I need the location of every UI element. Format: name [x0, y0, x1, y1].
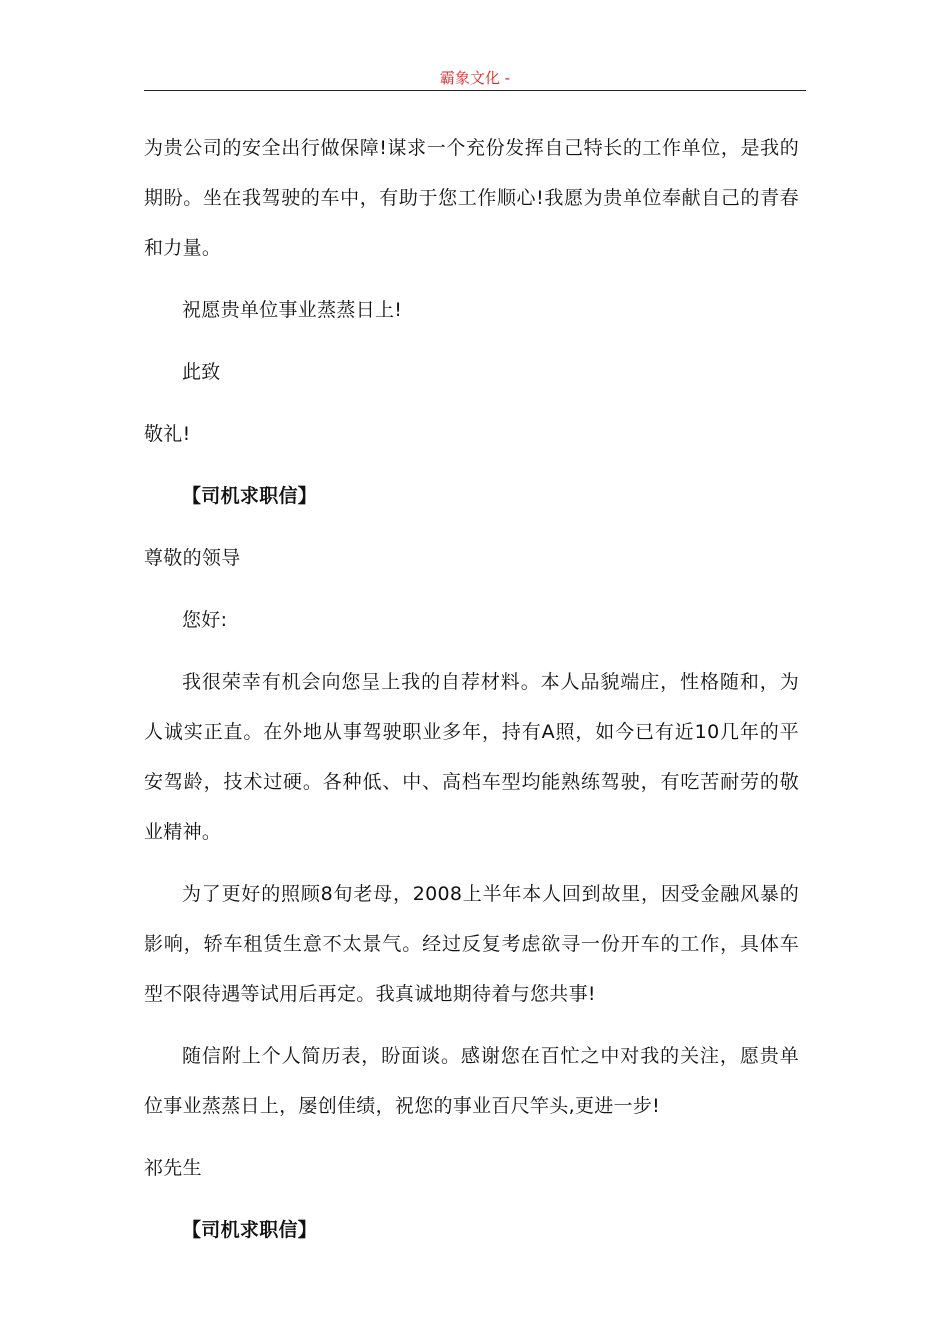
paragraph-closing: 随信附上个人简历表，盼面谈。感谢您在百忙之中对我的关注，愿贵单位事业蒸蒸日上，屡创佳绩，祝您的事业百尺竿头,更进一步! [144, 1045, 799, 1117]
section-heading: 【司机求职信】 [182, 485, 318, 507]
letter-greeting: 您好: [182, 609, 228, 631]
page-header-title: 霸象文化 - [439, 69, 511, 87]
paragraph-wish: 祝愿贵单位事业蒸蒸日上! [182, 299, 403, 321]
paragraph-self-intro: 我很荣幸有机会向您呈上我的自荐材料。本人品貌端庄，性格随和，为人诚实正直。在外地从事驾驶职业多年，持有A照，如今已有近10几年的平安驾龄，技术过硬。各种低、中、高档车型均能熟练驾驶，有吃苦耐劳的敬业精神。 [144, 671, 799, 843]
paragraph-jingli: 敬礼! [144, 423, 191, 445]
paragraph-cizhi: 此致 [182, 361, 221, 383]
paragraph-closing-intro: 为贵公司的安全出行做保障!谋求一个充份发挥自己特长的工作单位，是我的期盼。坐在我驾驶的车中，有助于您工作顺心!我愿为贵单位奉献自己的青春和力量。 [144, 137, 799, 259]
header-divider [144, 90, 806, 91]
document-body [144, 123, 799, 1267]
section-heading-2: 【司机求职信】 [182, 1219, 318, 1241]
letter-salutation: 尊敬的领导 [144, 547, 241, 569]
paragraph-background: 为了更好的照顾8旬老母，2008上半年本人回到故里，因受金融风暴的影响，轿车租赁生意不太景气。经过反复考虑欲寻一份开车的工作，具体车型不限待遇等试用后再定。我真诚地期待着与您共事! [144, 883, 799, 1005]
letter-signature: 祁先生 [144, 1157, 202, 1179]
